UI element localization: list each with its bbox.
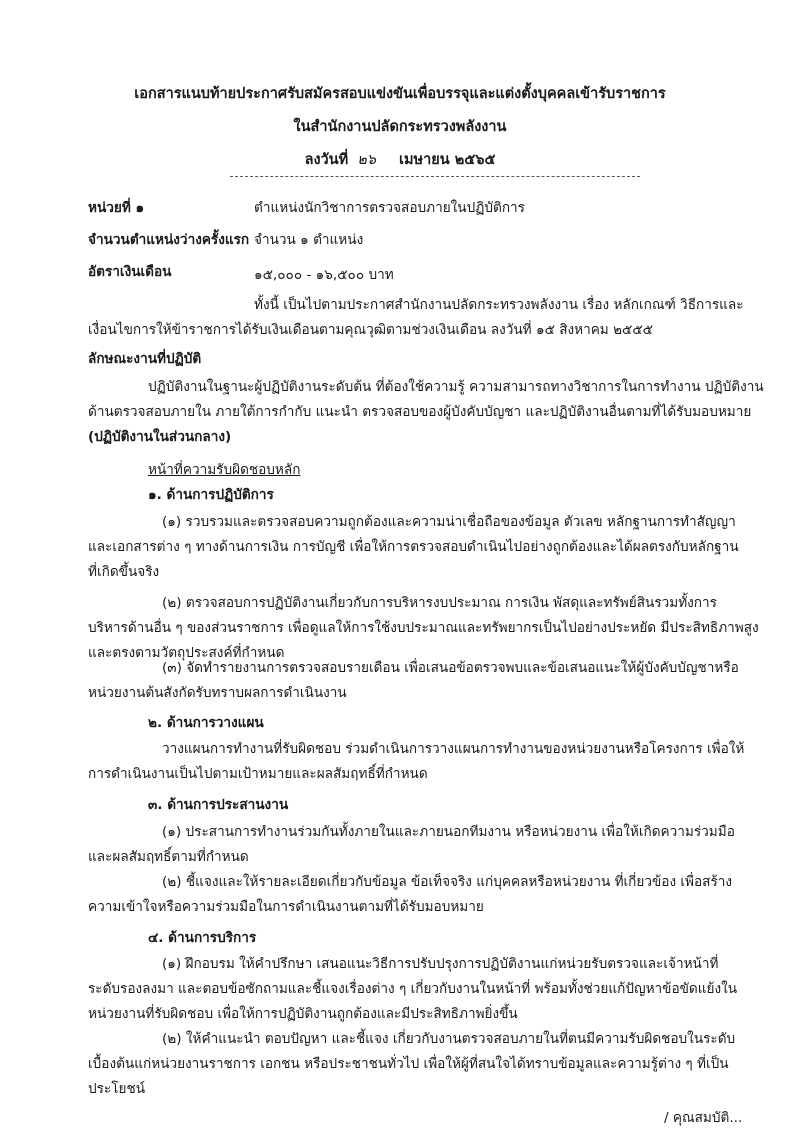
section-4-item-2-line3: ประโยชน์ [88, 1081, 146, 1097]
document-date-line [0, 148, 800, 171]
section-1-item-3-line1: (๓) จัดทำรายงานการตรวจสอบรายเดือน เพื่อเสนอข้อตรวจพบและข้อเสนอแนะให้ผู้บังคับบัญชาหรือ [162, 660, 739, 676]
document-title-line2: ในสำนักงานปลัดกระทรวงพลังงาน [293, 119, 507, 135]
section-4-item-1-line2: ระดับรองลงมา และตอบข้อซักถามและชี้แจงเรื่องต่าง ๆ เกี่ยวกับงานในหน้าที่ พร้อมทั้งช่วยแก้ปัญหาข้อขัดแย้งใน [88, 981, 738, 997]
section-1-item-1-line2: และเอกสารต่าง ๆ ทางด้านการเงิน การบัญชี เพื่อให้การตรวจสอบดำเนินไปอย่างถูกต้องและได้ผลตรงกับหลักฐาน [88, 539, 739, 555]
section-2-item-1-line2: การดำเนินงานเป็นไปตามเป้าหมายและผลสัมฤทธิ์ที่กำหนด [88, 766, 428, 782]
document-title-line1: เอกสารแนบท้ายประกาศรับสมัครสอบแข่งขันเพื่อบรรจุและแต่งตั้งบุคคลเข้ารับราชการ [134, 86, 666, 102]
section-4-title: ๔. ด้านการบริการ [148, 930, 257, 946]
job-nature-line2: ด้านตรวจสอบภายใน ภายใต้การกำกับ แนะนำ ตรวจสอบของผู้บังคับบัญชา และปฏิบัติงานอื่นตามที่ได้รับมอบหมาย [88, 404, 752, 420]
section-4-item-2-line2: เบื้องต้นแก่หน่วยงานราชการ เอกชน หรือประชาชนทั่วไป เพื่อให้ผู้ที่สนใจได้ทราบข้อมูลและความรู้ต่าง ๆ ที่เป็น [88, 1056, 729, 1072]
section-4-item-1-line1: (๑) ฝึกอบรม ให้คำปรึกษา เสนอแนะวิธีการปรับปรุงการปฏิบัติงานแก่หน่วยรับตรวจและเจ้าหน้าที่ [162, 956, 719, 972]
header-divider [230, 176, 640, 177]
section-3-item-2-line2: ความเข้าใจหรือความร่วมมือในการดำเนินงานตามที่ได้รับมอบหมาย [88, 899, 484, 915]
section-4-item-2-line1: (๒) ให้คำแนะนำ ตอบปัญหา และชี้แจง เกี่ยวกับงานตรวจสอบภายในที่ตนมีความรับผิดชอบในระดับ [162, 1031, 736, 1047]
salary-value: ๑๕,๐๐๐ - ๑๖,๕๐๐ บาท [254, 267, 394, 283]
section-2-item-1-line1: วางแผนการทำงานที่รับผิดชอบ ร่วมดำเนินการวางแผนการทำงานของหน่วยงานหรือโครงการ เพื่อให้ [162, 741, 745, 757]
job-nature-line1: ปฏิบัติงานในฐานะผู้ปฏิบัติงานระดับต้น ที่ต้องใช้ความรู้ ความสามารถทางวิชาการในการทำงาน ปฏิบัติงาน [148, 379, 764, 395]
salary-label: อัตราเงินเดือน [88, 264, 172, 280]
section-4-item-1-line3: หน่วยงานที่รับผิดชอบ เพื่อให้การปฏิบัติงานถูกต้องและมีประสิทธิภาพยิ่งขึ้น [88, 1006, 518, 1022]
unit-label: หน่วยที่ ๑ [88, 200, 145, 216]
section-1-item-2-line2: บริหารด้านอื่น ๆ ของส่วนราชการ เพื่อดูแลให้การใช้งบประมาณและทรัพยากรเป็นไปอย่างประหยัด มีประสิทธิภาพสูง [88, 620, 759, 636]
vacancy-value: จำนวน ๑ ตำแหน่ง [254, 232, 364, 248]
section-3-title: ๓. ด้านการประสานงาน [148, 797, 289, 813]
salary-note-line2: เงื่อนไขการให้ข้าราชการได้รับเงินเดือนตามคุณวุฒิตามช่วงเงินเดือน ลงวันที่ ๑๕ สิงหาคม ๒๕๕๕ [88, 322, 653, 338]
date-month-year: เมษายน ๒๕๖๕ [399, 152, 496, 168]
salary-note-line1: ทั้งนี้ เป็นไปตามประกาศสำนักงานปลัดกระทรวงพลังงาน เรื่อง หลักเกณฑ์ วิธีการและ [254, 297, 744, 313]
job-nature-line3: (ปฏิบัติงานในส่วนกลาง) [88, 429, 232, 445]
section-1-item-2-line3: และตรงตามวัตถุประสงค์ที่กำหนด [88, 645, 285, 661]
section-1-item-1-line1: (๑) รวบรวมและตรวจสอบความถูกต้องและความน่าเชื่อถือของข้อมูล ตัวเลข หลักฐานการทำสัญญา [162, 514, 736, 530]
section-1-item-2-line1: (๒) ตรวจสอบการปฏิบัติงานเกี่ยวกับการบริหารงบประมาณ การเงิน พัสดุและทรัพย์สินรวมทั้งการ [162, 595, 717, 611]
handwritten-day: ๒๖ [357, 152, 376, 168]
section-1-item-1-line3: ที่เกิดขึ้นจริง [88, 564, 160, 580]
duties-heading: หน้าที่ความรับผิดชอบหลัก [148, 462, 301, 478]
page-continuation: / คุณสมบัติ... [664, 1110, 743, 1126]
section-3-item-1-line1: (๑) ประสานการทำงานร่วมกันทั้งภายในและภายนอกทีมงาน หรือหน่วยงาน เพื่อให้เกิดความร่วมมือ [162, 824, 735, 840]
section-3-item-2-line1: (๒) ชี้แจงและให้รายละเอียดเกี่ยวกับข้อมูล ข้อเท็จจริง แก่บุคคลหรือหน่วยงาน ที่เกี่ยวข้อง เพื่อสร้าง [162, 874, 733, 890]
section-3-item-1-line2: และผลสัมฤทธิ์ตามที่กำหนด [88, 849, 249, 865]
date-prefix: ลงวันที่ [304, 152, 349, 168]
section-2-title: ๒. ด้านการวางแผน [148, 715, 264, 731]
unit-position: ตำแหน่งนักวิชาการตรวจสอบภายในปฏิบัติการ [254, 200, 525, 216]
vacancy-label: จำนวนตำแหน่งว่างครั้งแรก [88, 232, 250, 248]
section-1-title: ๑. ด้านการปฏิบัติการ [148, 487, 274, 503]
job-nature-heading: ลักษณะงานที่ปฏิบัติ [88, 351, 202, 367]
section-1-item-3-line2: หน่วยงานต้นสังกัดรับทราบผลการดำเนินงาน [88, 685, 347, 701]
